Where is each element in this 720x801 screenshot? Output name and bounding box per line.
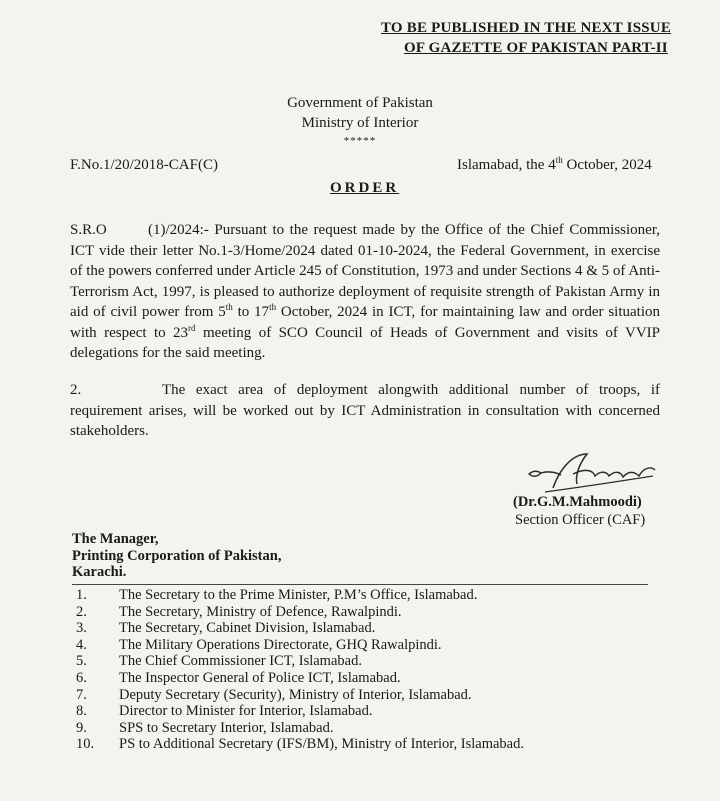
list-item-text: The Secretary, Cabinet Division, Islamabad. xyxy=(119,620,376,637)
government-heading: Government of Pakistan xyxy=(287,95,433,111)
order-date-ordinal: th xyxy=(555,155,563,165)
list-item-number: 7. xyxy=(76,686,87,703)
paragraph-2-number: 2. xyxy=(70,382,82,398)
list-item xyxy=(76,604,676,621)
order-paragraph-2 xyxy=(70,380,660,442)
paragraph-1-sup-b: th xyxy=(269,302,277,312)
list-item-number: 1. xyxy=(76,587,87,603)
order-date xyxy=(457,157,652,174)
distribution-list xyxy=(76,587,676,753)
list-item-text: The Military Operations Directorate, GHQ Rawalpindi. xyxy=(119,636,442,653)
list-item-text: The Inspector General of Police ICT, Islamabad. xyxy=(119,669,401,686)
addressee-line-1: The Manager, xyxy=(72,531,159,547)
list-item-text: SPS to Secretary Interior, Islamabad. xyxy=(119,719,334,736)
distribution-divider xyxy=(72,584,648,585)
list-item-text: Director to Minister for Interior, Islamabad. xyxy=(119,703,373,720)
list-item xyxy=(76,587,676,604)
paragraph-1-sup-a: th xyxy=(225,302,233,312)
signatory-name: (Dr.G.M.Mahmoodi) xyxy=(513,494,642,510)
publication-notice-line1: TO BE PUBLISHED IN THE NEXT ISSUE xyxy=(381,20,672,36)
stars-separator: ***** xyxy=(343,135,377,147)
list-item xyxy=(76,736,676,753)
list-item-number: 8. xyxy=(76,703,87,720)
list-item xyxy=(76,653,676,670)
list-item-number: 6. xyxy=(76,669,87,686)
list-item xyxy=(76,687,676,704)
list-item xyxy=(76,637,676,654)
addressee-line-3: Karachi. xyxy=(72,564,127,580)
paragraph-2-text: The exact area of deployment alongwith additional number of troops, if requirement arises, will be worked out by ICT Administration in consultation with concerned stakeholders. xyxy=(70,382,660,439)
list-item xyxy=(76,703,676,720)
list-item-number: 5. xyxy=(76,653,87,670)
addressee-line-2: Printing Corporation of Pakistan, xyxy=(72,548,282,564)
list-item-number: 9. xyxy=(76,719,87,736)
order-paragraph-1 xyxy=(70,220,660,364)
sro-label: S.R.O xyxy=(70,222,107,238)
list-item-number: 4. xyxy=(76,636,87,653)
publication-notice-line2: OF GAZETTE OF PAKISTAN PART-II xyxy=(404,40,668,56)
list-item-text: Deputy Secretary (Security), Ministry of Interior, Islamabad. xyxy=(119,686,472,703)
file-number: F.No.1/20/2018-CAF(C) xyxy=(70,157,218,173)
list-item xyxy=(76,670,676,687)
paragraph-1-sup-c: rd xyxy=(188,322,196,333)
order-date-prefix: Islamabad, the 4 xyxy=(457,157,556,173)
paragraph-1-text-c: October, 2024 in ICT, for maintaining law and order situation with respect to 23 xyxy=(70,304,660,341)
paragraph-1-text-b: to 17 xyxy=(232,304,270,320)
list-item-number: 2. xyxy=(76,603,87,620)
ministry-heading: Ministry of Interior xyxy=(301,115,419,131)
list-item-number: 3. xyxy=(76,620,87,637)
list-item-text: The Secretary to the Prime Minister, P.M’s Office, Islamabad. xyxy=(119,587,478,603)
order-title: ORDER xyxy=(330,180,400,196)
list-item xyxy=(76,720,676,737)
list-item-text: The Chief Commissioner ICT, Islamabad. xyxy=(119,653,362,670)
list-item-number: 10. xyxy=(76,736,95,753)
paragraph-1-text-d: meeting of SCO Council of Heads of Government and visits of VVIP delegations for the said meeting. xyxy=(70,324,660,361)
list-item xyxy=(76,620,676,637)
handwritten-signature xyxy=(515,448,665,498)
signatory-title: Section Officer (CAF) xyxy=(515,512,646,528)
list-item-text: The Secretary, Ministry of Defence, Rawalpindi. xyxy=(119,603,402,620)
list-item-text: PS to Additional Secretary (IFS/BM), Ministry of Interior, Islamabad. xyxy=(119,736,524,753)
order-date-rest: October, 2024 xyxy=(562,157,652,173)
paragraph-1-text-a: (1)/2024:- Pursuant to the request made by the Office of the Chief Commissioner, ICT vide their letter No.1-3/Home/2024 dated 01-10-2024, the Federal Government, in exercise of the powers conferred under Article 245 of Constitution, 1973 and under Sections 4 & 5 of Anti-Terrorism Act, 1997, is pleased to authorize deployment of requisite strength of Pakistan Army in aid of civil power from 5 xyxy=(70,222,660,320)
